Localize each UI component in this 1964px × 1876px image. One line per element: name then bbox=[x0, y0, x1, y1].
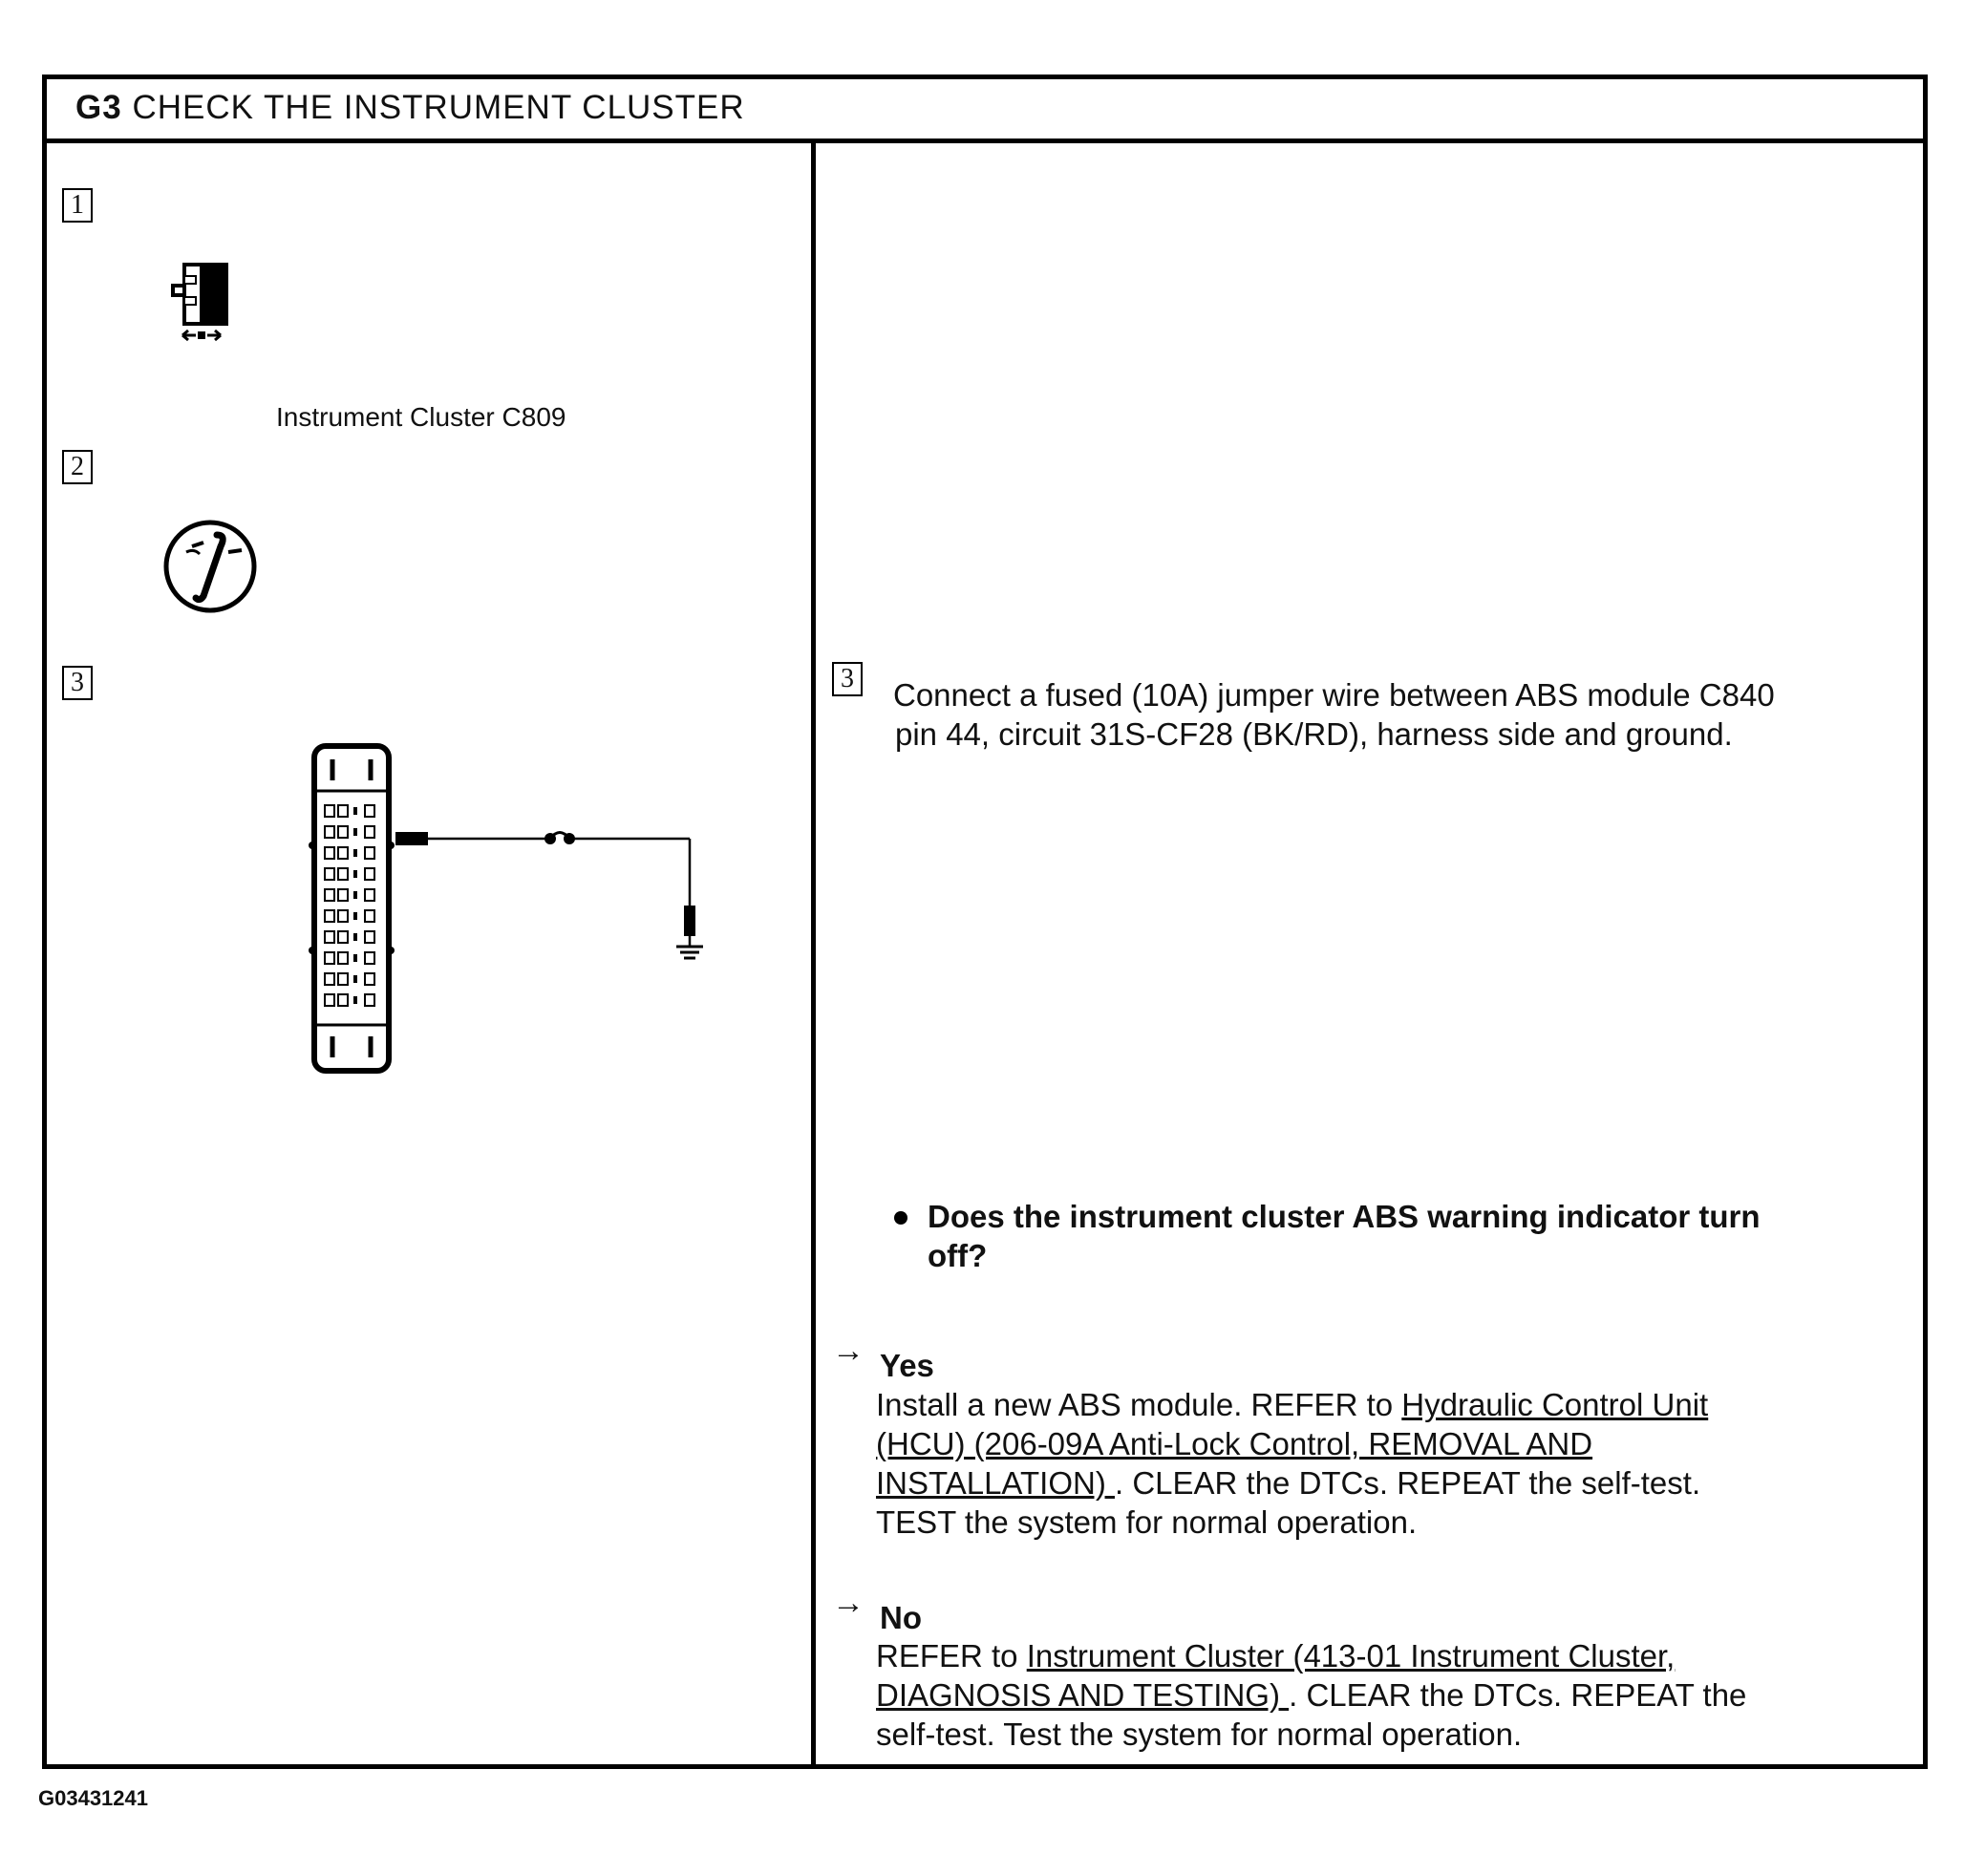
step-title-text: CHECK THE INSTRUMENT CLUSTER bbox=[132, 89, 745, 126]
instruction-line-1: Connect a fused (10A) jumper wire between ABS module C840 bbox=[893, 677, 1775, 713]
connector-caption: Instrument Cluster C809 bbox=[276, 402, 566, 432]
step-number-3: 3 bbox=[62, 666, 93, 700]
figure-id: G03431241 bbox=[38, 1786, 148, 1810]
instruction-step-number: 3 bbox=[832, 662, 863, 696]
connector-disconnect-icon bbox=[163, 259, 240, 354]
step-number-2: 2 bbox=[62, 450, 93, 484]
yes-line-1-text: Install a new ABS module. REFER to bbox=[876, 1387, 1402, 1422]
procedure-table bbox=[42, 75, 1928, 1769]
yes-hcu-link-part1[interactable]: Hydraulic Control Unit bbox=[1401, 1387, 1709, 1422]
no-line-3: self-test. Test the system for normal operation. bbox=[876, 1716, 1523, 1752]
yes-line-4: TEST the system for normal operation. bbox=[876, 1504, 1418, 1540]
step-code: G3 bbox=[75, 89, 122, 126]
step-title bbox=[75, 89, 745, 127]
yes-label: Yes bbox=[880, 1348, 934, 1383]
bullet-icon bbox=[892, 1209, 909, 1226]
instruction-line-2: pin 44, circuit 31S-CF28 (BK/RD), harness side and ground. bbox=[895, 716, 1733, 752]
yes-line-2 bbox=[876, 1424, 1592, 1463]
no-label: No bbox=[880, 1600, 922, 1635]
column-divider bbox=[811, 143, 816, 1764]
no-arrow-icon: → bbox=[832, 1585, 865, 1621]
ignition-key-icon bbox=[158, 514, 263, 619]
question-line-2: off? bbox=[928, 1238, 988, 1273]
table-header bbox=[47, 79, 1923, 143]
yes-hcu-link-part3[interactable]: INSTALLATION) bbox=[876, 1465, 1115, 1501]
no-line-1 bbox=[876, 1636, 1675, 1675]
no-line-2-text: . CLEAR the DTCs. REPEAT the bbox=[1289, 1677, 1747, 1713]
no-cluster-link-part1[interactable]: Instrument Cluster (413-01 Instrument Cluster, bbox=[1026, 1638, 1676, 1673]
no-line-1-text: REFER to bbox=[876, 1638, 1027, 1673]
yes-arrow-icon: → bbox=[832, 1332, 865, 1369]
no-cluster-link-part2[interactable]: DIAGNOSIS AND TESTING) bbox=[876, 1677, 1290, 1713]
step-number-1: 1 bbox=[62, 188, 93, 223]
no-line-2 bbox=[876, 1675, 1746, 1715]
yes-line-3-text: . CLEAR the DTCs. REPEAT the self-test. bbox=[1114, 1465, 1701, 1501]
yes-hcu-link-part2[interactable]: (HCU) (206-09A Anti-Lock Control, REMOVAL AND bbox=[876, 1426, 1593, 1461]
fused-jumper-wiring-diagram bbox=[310, 738, 720, 1082]
yes-line-1 bbox=[876, 1385, 1708, 1424]
question-line-1: Does the instrument cluster ABS warning indicator turn bbox=[928, 1199, 1761, 1234]
yes-line-3 bbox=[876, 1463, 1700, 1503]
